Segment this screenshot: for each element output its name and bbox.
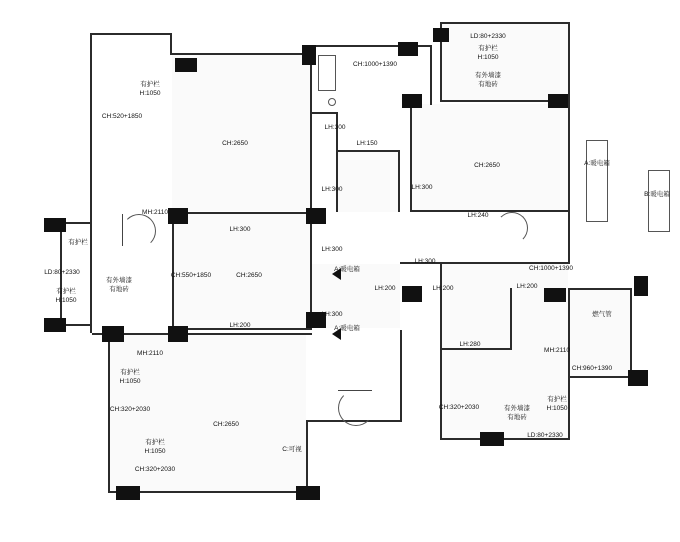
label-railing-top: 有护栏 bbox=[478, 45, 498, 52]
w-low-mid-vert bbox=[400, 330, 402, 422]
label-lh-240: LH:240 bbox=[467, 212, 489, 219]
label-lh-300-hall: LH:300 bbox=[229, 226, 251, 233]
col-hall-right bbox=[306, 208, 326, 224]
label-ch-2650-mid-bedroom: CH:2650 bbox=[236, 272, 262, 279]
label-ch-520-1850: CH:520+1850 bbox=[101, 113, 143, 120]
w-mid-horiz-2 bbox=[336, 150, 398, 152]
label-power-box-a-mid: A:暖电箱 bbox=[334, 266, 360, 273]
label-lh-300-a: LH:300 bbox=[324, 124, 346, 131]
w-top-left-horiz bbox=[90, 33, 172, 35]
col-low-bot-r bbox=[296, 486, 320, 500]
cabinet-right-b bbox=[648, 170, 670, 232]
label-lh-200-c: LH:200 bbox=[516, 283, 538, 290]
label-railing-low2: 有护栏 bbox=[145, 439, 165, 446]
label-gas-pipe: 燃气管 bbox=[592, 311, 612, 318]
label-c-visible: C:可视 bbox=[282, 446, 302, 453]
label-railing-lowleft: 有护栏 bbox=[120, 369, 140, 376]
w-low-horiz-top bbox=[92, 333, 312, 335]
label-lh-300-d: LH:300 bbox=[321, 246, 343, 253]
w-right-low-right bbox=[568, 288, 570, 440]
w-living-right bbox=[310, 45, 312, 325]
col-hall-bot-l bbox=[102, 326, 124, 342]
label-exterior-paint-low: 有外墙漆 bbox=[504, 405, 530, 412]
label-ch-960-1390: CH:960+1390 bbox=[571, 365, 613, 372]
w-hall-top bbox=[172, 212, 312, 214]
door-arc-low-balcony bbox=[338, 390, 374, 426]
w-living-top bbox=[170, 53, 312, 55]
label-railing-left-mid: 有护栏 bbox=[68, 239, 88, 246]
col-low-right bbox=[480, 432, 504, 446]
label-lh-280: LH:280 bbox=[459, 341, 481, 348]
w-kitchen-outer bbox=[630, 288, 632, 378]
label-railing-h1050-lowright: H:1050 bbox=[546, 405, 568, 412]
room-fill-kitchen bbox=[570, 290, 630, 376]
col-right-top bbox=[548, 94, 568, 108]
label-railing-h1050-upleft: H:1050 bbox=[139, 90, 161, 97]
w-right-room-left bbox=[410, 102, 412, 212]
w-left-outer-vert bbox=[90, 211, 92, 333]
label-power-box-far-right: B:暖电箱 bbox=[644, 191, 670, 198]
label-exterior-paint-left: 有外墙漆 bbox=[106, 277, 132, 284]
label-floor-tile-top: 有地砖 bbox=[478, 81, 498, 88]
door-arc-entry-left bbox=[122, 214, 156, 248]
door-leaf-entry-left bbox=[122, 214, 123, 246]
drain-circle bbox=[328, 98, 336, 106]
label-ld-80-2330-low: LD:80+2330 bbox=[527, 432, 563, 439]
col-hall-bot-m bbox=[168, 326, 188, 342]
col-top-right bbox=[398, 42, 418, 56]
label-lh-300-c: LH:300 bbox=[411, 184, 433, 191]
label-mh-2110-left: MH:2110 bbox=[142, 209, 168, 216]
label-ch-2650-balcony: CH:2650 bbox=[213, 421, 239, 428]
label-ld-80-2330-top: LD:80+2330 bbox=[470, 33, 506, 40]
w-right-room-bottom bbox=[410, 210, 570, 212]
col-balcony-left bbox=[433, 28, 449, 42]
label-power-box-a-low: A:暖电箱 bbox=[334, 325, 360, 332]
w-top-left-right bbox=[170, 33, 172, 55]
w-balcony-right bbox=[568, 22, 570, 102]
label-lh-300-e: LH:300 bbox=[414, 258, 436, 265]
w-top-left-outer bbox=[90, 33, 92, 211]
w-kitchen-bottom bbox=[568, 376, 632, 378]
label-railing-lowright: 有护栏 bbox=[547, 396, 567, 403]
w-right-top-outer bbox=[430, 45, 432, 105]
w-balcony-top-outer bbox=[440, 22, 570, 24]
label-mh-2110-lowleft: MH:2110 bbox=[137, 350, 163, 357]
label-lh-200-a: LH:200 bbox=[374, 285, 396, 292]
label-ch-2650-livingroom: CH:2650 bbox=[222, 140, 248, 147]
col-right-upper bbox=[402, 94, 422, 108]
label-ch-320-2030-b: CH:320+2030 bbox=[134, 466, 176, 473]
w-hall-left bbox=[172, 212, 174, 330]
col-top-mid bbox=[302, 45, 316, 65]
label-railing-h1050-top: H:1050 bbox=[477, 54, 499, 61]
col-low-bot-l bbox=[116, 486, 140, 500]
label-ch-1000-1390-right: CH:1000+1390 bbox=[529, 265, 573, 272]
col-left-low bbox=[44, 318, 66, 332]
col-kitchen-bot bbox=[628, 370, 648, 386]
door-arc-right-room bbox=[496, 212, 528, 244]
w-low-right-vert bbox=[306, 420, 308, 492]
door-leaf-low-balcony bbox=[338, 390, 372, 391]
label-ch-550-1850: CH:550+1850 bbox=[170, 272, 212, 279]
w-kitchen-right bbox=[568, 288, 632, 290]
label-railing-h1050-low2: H:1050 bbox=[144, 448, 166, 455]
window-top-recess bbox=[318, 55, 336, 91]
label-floor-tile-left: 有地砖 bbox=[109, 286, 129, 293]
w-right-room-right bbox=[568, 102, 570, 262]
label-railing-left-low: 有护栏 bbox=[56, 288, 76, 295]
col-right-mid bbox=[544, 288, 566, 302]
col-right-far bbox=[634, 276, 648, 296]
room-fill-corridor bbox=[338, 152, 398, 212]
label-lh-300-f: LH:300 bbox=[321, 311, 343, 318]
cabinet-right-a bbox=[586, 140, 608, 222]
label-ld-80-2330-left: LD:80+2330 bbox=[44, 269, 80, 276]
col-hall-left bbox=[168, 208, 188, 224]
label-railing-h1050-lowleft: H:1050 bbox=[119, 378, 141, 385]
w-mid-horiz-1 bbox=[312, 112, 336, 114]
label-lh-300-b: LH:300 bbox=[321, 186, 343, 193]
label-lh-200-b: LH:200 bbox=[432, 285, 454, 292]
room-fill-living bbox=[172, 55, 310, 211]
col-mid-right bbox=[402, 286, 422, 302]
label-floor-tile-low: 有地砖 bbox=[507, 414, 527, 421]
label-lh-200-d: LH:200 bbox=[229, 322, 251, 329]
label-ch-320-2030-a: CH:320+2030 bbox=[109, 406, 151, 413]
label-mh-2110-right: MH:2110 bbox=[544, 347, 570, 354]
w-mid-right-vert bbox=[510, 288, 512, 348]
label-ch-320-2030-right: CH:320+2030 bbox=[438, 404, 480, 411]
col-left-mid bbox=[44, 218, 66, 232]
label-railing-upper-left: 有护栏 bbox=[140, 81, 160, 88]
w-mid-vert-2 bbox=[398, 150, 400, 212]
label-railing-h1050-left: H:1050 bbox=[55, 297, 77, 304]
room-fill-right-bedroom bbox=[412, 104, 568, 210]
label-exterior-paint-top: 有外墙漆 bbox=[475, 72, 501, 79]
label-lh-150: LH:150 bbox=[356, 140, 378, 147]
label-ch-1000-1390-top: CH:1000+1390 bbox=[353, 61, 397, 68]
col-top-left bbox=[175, 58, 197, 72]
label-ch-2650-bedroom-right: CH:2650 bbox=[474, 162, 500, 169]
label-power-box-right: A:暖电箱 bbox=[584, 160, 610, 167]
